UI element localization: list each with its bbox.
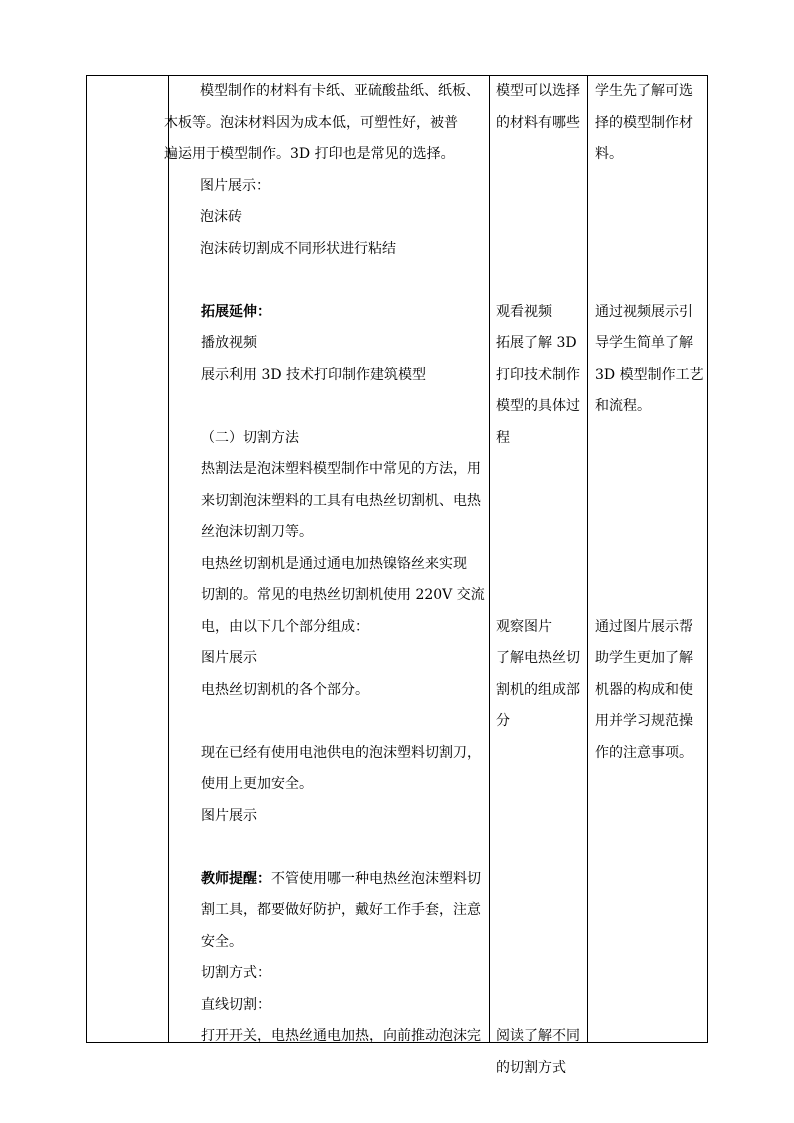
teaching-content-column <box>164 76 488 1053</box>
intent-text: 用并学习规范操 <box>595 713 693 729</box>
foam-brick-text: 泡沫砖 <box>200 209 242 225</box>
reminder-label: 教师提醒： <box>201 870 271 887</box>
intent-text: 导学生简单了解 <box>595 335 693 351</box>
reminder-text: 安全。 <box>201 933 243 950</box>
wire-text: 电，由以下几个部分组成： <box>201 618 369 635</box>
student-text: 的切割方式 <box>496 1059 566 1076</box>
materials-text: 模型制作的材料有卡纸、亚硫酸盐纸、纸板、 <box>200 83 480 99</box>
intent-text: 作的注意事项。 <box>595 744 693 761</box>
wire-text: 切割的。常见的电热丝切割机使用 220V 交流 <box>201 587 485 603</box>
battery-text: 使用上更加安全。 <box>201 776 313 792</box>
foam-cut-text: 泡沫砖切割成不同形状进行粘结 <box>200 240 396 257</box>
student-text: 打印技术制作 <box>496 366 580 383</box>
intent-text: 料。 <box>595 146 623 162</box>
straight-text: 打开开关，电热丝通电加热，向前推动泡沫完 <box>201 1028 481 1044</box>
materials-text: 遍运用于模型制作。3D 打印也是常见的选择。 <box>164 146 455 162</box>
hot-cut-text: 热割法是泡沫塑料模型制作中常见的方法，用 <box>201 461 481 477</box>
column-divider <box>587 76 588 1042</box>
picture-label: 图片展示 <box>201 650 257 666</box>
battery-text: 现在已经有使用电池供电的泡沫塑料切割刀， <box>201 744 481 761</box>
design-intent-column <box>595 76 705 769</box>
picture-label: 图片展示 <box>201 807 257 824</box>
student-text: 观看视频 <box>496 303 552 320</box>
lesson-table <box>86 75 708 1076</box>
methods-label: 切割方式： <box>201 965 271 981</box>
student-text: 阅读了解不同 <box>496 1028 580 1044</box>
extension-heading: 拓展延伸： <box>201 303 271 320</box>
column-divider <box>168 76 169 1042</box>
intent-text: 择的模型制作材 <box>595 114 693 131</box>
intent-text: 助学生更加了解 <box>595 650 693 666</box>
reminder-text: 割工具，都要做好防护，戴好工作手套，注意 <box>201 902 481 918</box>
student-text: 程 <box>496 429 510 446</box>
column-divider <box>489 76 490 1042</box>
straight-label: 直线切割： <box>201 996 271 1013</box>
student-text: 拓展了解 3D <box>496 335 577 351</box>
student-text: 观察图片 <box>496 618 552 635</box>
wire-text: 电热丝切割机是通过通电加热镍铬丝来实现 <box>201 555 467 572</box>
student-text: 割机的组成部 <box>496 681 580 698</box>
show-3d-text: 展示利用 3D 技术打印制作建筑模型 <box>201 366 427 383</box>
intent-text: 和流程。 <box>595 398 651 414</box>
student-text: 分 <box>496 713 510 729</box>
picture-label: 图片展示： <box>200 177 270 194</box>
hot-cut-text: 来切割泡沫塑料的工具有电热丝切割机、电热 <box>201 492 481 509</box>
student-activity-column <box>496 76 586 1084</box>
student-text: 了解电热丝切 <box>496 650 580 666</box>
intent-text: 学生先了解可选 <box>595 83 693 99</box>
intent-text: 通过视频展示引 <box>595 303 693 320</box>
student-text: 的材料有哪些 <box>496 114 580 131</box>
reminder-text: 不管使用哪一种电热丝泡沫塑料切 <box>271 870 481 887</box>
intent-text: 通过图片展示帮 <box>595 618 693 635</box>
play-video-text: 播放视频 <box>201 335 257 351</box>
materials-text: 木板等。泡沫材料因为成本低，可塑性好，被普 <box>164 114 458 131</box>
section-title: （二）切割方法 <box>201 429 299 446</box>
student-text: 模型可以选择 <box>496 83 580 99</box>
hot-cut-text: 丝泡沫切割刀等。 <box>201 524 313 540</box>
parts-text: 电热丝切割机的各个部分。 <box>201 681 369 698</box>
intent-text: 机器的构成和使 <box>595 681 693 698</box>
student-text: 模型的具体过 <box>496 398 580 414</box>
intent-text: 3D 模型制作工艺 <box>595 366 704 383</box>
